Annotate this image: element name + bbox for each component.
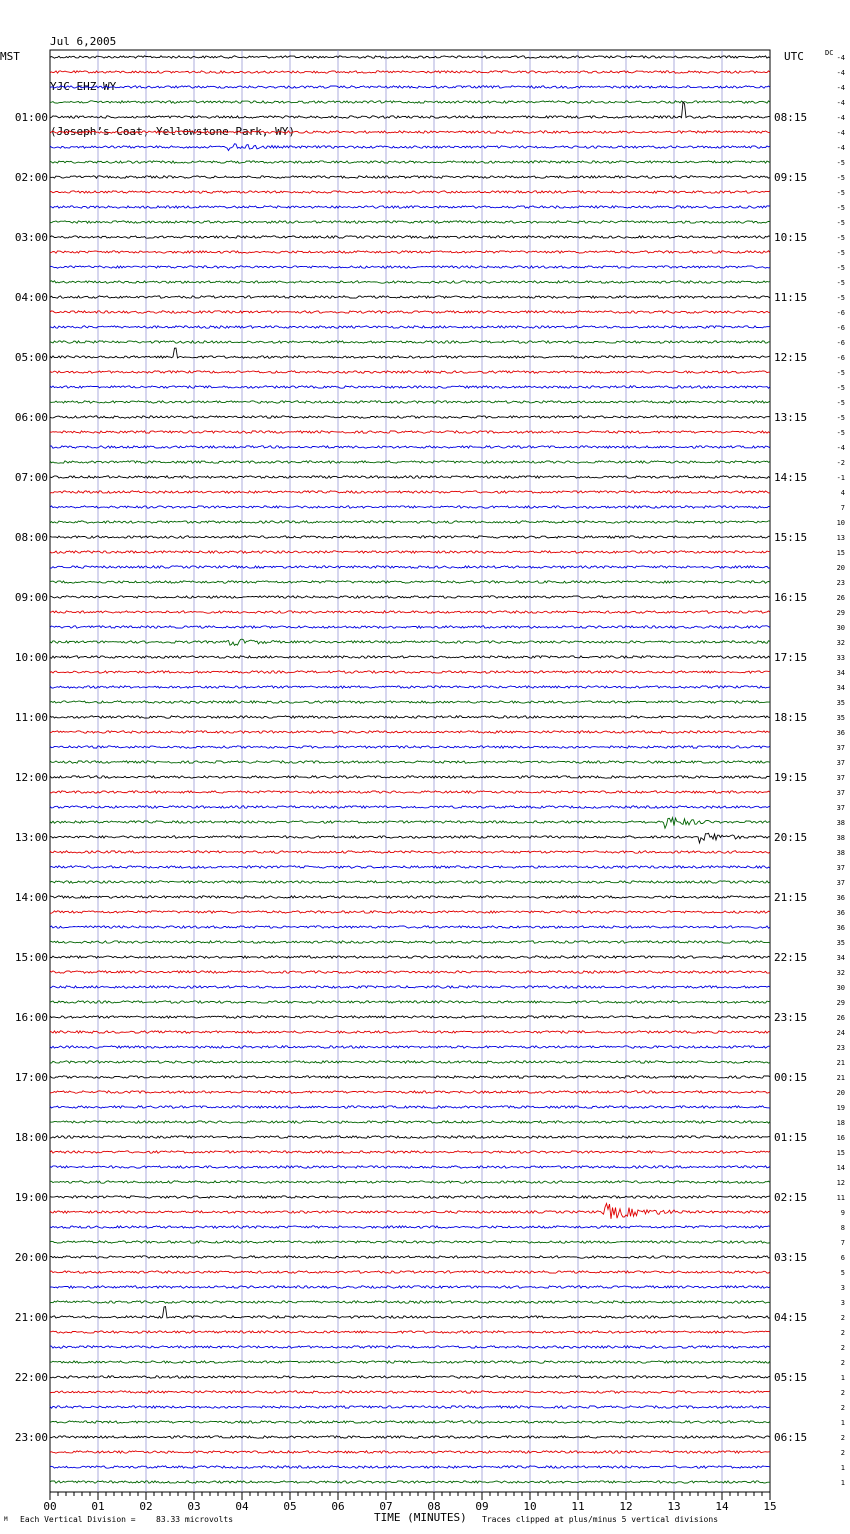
- trace-line: [50, 102, 770, 118]
- trace-line: [50, 686, 770, 688]
- trace-line: [50, 851, 770, 853]
- right-hour-label: 19:15: [774, 771, 808, 784]
- x-tick-label: 06: [331, 1500, 345, 1513]
- trace-line: [50, 446, 770, 448]
- trace-line: [50, 701, 770, 703]
- x-tick-label: 13: [667, 1500, 681, 1513]
- dc-offset-label: -5: [836, 189, 845, 197]
- left-hour-label: 17:00: [14, 1071, 48, 1084]
- dc-offset-label: 26: [836, 594, 845, 602]
- trace-line: [50, 1451, 770, 1453]
- trace-line: [50, 986, 770, 988]
- dc-offset-label: -5: [836, 234, 845, 242]
- right-timezone-label: UTC: [784, 50, 804, 63]
- trace-line: [50, 326, 770, 328]
- x-tick-label: 01: [91, 1500, 105, 1513]
- dc-offset-label: 5: [840, 1269, 845, 1277]
- left-hour-label: 04:00: [14, 291, 48, 304]
- dc-offset-label: 37: [836, 759, 845, 767]
- dc-offset-label: -4: [836, 144, 845, 152]
- trace-line: [50, 1001, 770, 1003]
- dc-offset-label: 19: [836, 1104, 845, 1112]
- dc-offset-label: 2: [840, 1404, 845, 1412]
- trace-line: [50, 941, 770, 943]
- dc-offset-label: -5: [836, 249, 845, 257]
- trace-line: [50, 1016, 770, 1018]
- dc-offset-label: -5: [836, 399, 845, 407]
- dc-offset-label: -5: [836, 159, 845, 167]
- dc-offset-label: -5: [836, 369, 845, 377]
- dc-offset-label: -4: [836, 69, 845, 77]
- dc-offset-label: -5: [836, 384, 845, 392]
- dc-offset-label: 30: [836, 984, 845, 992]
- trace-line: [50, 86, 770, 88]
- x-tick-label: 05: [283, 1500, 297, 1513]
- dc-offset-label: 37: [836, 864, 845, 872]
- left-hour-label: 05:00: [14, 351, 48, 364]
- dc-offset-label: 30: [836, 624, 845, 632]
- trace-line: [50, 251, 770, 253]
- dc-offset-label: -4: [836, 54, 845, 62]
- trace-line: [50, 656, 770, 658]
- left-hour-label: 10:00: [14, 651, 48, 664]
- trace-line: [50, 716, 770, 718]
- dc-offset-label: 12: [836, 1179, 845, 1187]
- trace-line: [50, 1406, 770, 1408]
- location-label: (Joseph’s Coat, Yellowstone Park, WY): [50, 125, 296, 138]
- dc-offset-label: -5: [836, 294, 845, 302]
- trace-line: [50, 176, 770, 178]
- trace-line: [50, 671, 770, 673]
- dc-offset-label: 35: [836, 699, 845, 707]
- dc-offset-label: 13: [836, 534, 845, 542]
- trace-line: [50, 386, 770, 388]
- dc-offset-label: 20: [836, 564, 845, 572]
- trace-line: [50, 506, 770, 508]
- dc-offset-label: -4: [836, 444, 845, 452]
- right-hour-label: 08:15: [774, 111, 808, 124]
- left-hour-label: 15:00: [14, 951, 48, 964]
- dc-offset-label: 23: [836, 579, 845, 587]
- trace-line: [50, 611, 770, 613]
- trace-line: [50, 206, 770, 208]
- dc-offset-label: 15: [836, 549, 845, 557]
- trace-line: [50, 1046, 770, 1048]
- dc-offset-label: -1: [836, 474, 845, 482]
- trace-line: [50, 371, 770, 373]
- dc-offset-label: -4: [836, 84, 845, 92]
- dc-offset-label: 11: [836, 1194, 845, 1202]
- dc-offset-label: 36: [836, 894, 845, 902]
- dc-offset-label: 2: [840, 1359, 845, 1367]
- trace-line: [50, 1226, 770, 1228]
- trace-line: [50, 416, 770, 418]
- trace-line: [50, 1301, 770, 1303]
- left-hour-label: 03:00: [14, 231, 48, 244]
- dc-offset-label: 37: [836, 789, 845, 797]
- trace-line: [50, 431, 770, 433]
- left-hour-label: 23:00: [14, 1431, 48, 1444]
- left-hour-label: 19:00: [14, 1191, 48, 1204]
- trace-line: [50, 791, 770, 793]
- left-hour-label: 02:00: [14, 171, 48, 184]
- dc-offset-label: 37: [836, 774, 845, 782]
- dc-label: DC: [825, 49, 834, 57]
- right-hour-label: 03:15: [774, 1251, 808, 1264]
- dc-offset-label: -6: [836, 309, 845, 317]
- left-hour-label: 13:00: [14, 831, 48, 844]
- left-hour-label: 20:00: [14, 1251, 48, 1264]
- trace-line: [50, 1391, 770, 1393]
- dc-offset-label: 38: [836, 819, 845, 827]
- left-hour-label: 18:00: [14, 1131, 48, 1144]
- dc-offset-label: 8: [840, 1224, 845, 1232]
- dc-offset-label: 16: [836, 1134, 845, 1142]
- dc-offset-label: 9: [840, 1209, 845, 1217]
- left-hour-label: 09:00: [14, 591, 48, 604]
- trace-line: [50, 281, 770, 283]
- right-hour-label: 06:15: [774, 1431, 808, 1444]
- trace-line: [50, 536, 770, 538]
- dc-offset-label: -5: [836, 429, 845, 437]
- dc-offset-label: 6: [840, 1254, 845, 1262]
- trace-line: [50, 1166, 770, 1168]
- trace-line: [50, 639, 770, 645]
- dc-offset-label: 14: [836, 1164, 845, 1172]
- trace-line: [50, 896, 770, 898]
- dc-offset-label: 33: [836, 654, 845, 662]
- trace-line: [50, 1091, 770, 1093]
- dc-offset-label: 2: [840, 1329, 845, 1337]
- dc-offset-label: 35: [836, 714, 845, 722]
- clip-note: Traces clipped at plus/minus 5 vertical divisions: [482, 1515, 719, 1524]
- trace-line: [50, 1241, 770, 1243]
- dc-offset-label: 26: [836, 1014, 845, 1022]
- trace-line: [50, 491, 770, 493]
- dc-offset-label: 29: [836, 609, 845, 617]
- trace-line: [50, 1151, 770, 1153]
- right-hour-label: 21:15: [774, 891, 808, 904]
- dc-offset-label: 15: [836, 1149, 845, 1157]
- trace-line: [50, 566, 770, 568]
- left-hour-label: 12:00: [14, 771, 48, 784]
- trace-line: [50, 1204, 770, 1219]
- x-tick-label: 02: [139, 1500, 153, 1513]
- trace-line: [50, 1181, 770, 1183]
- dc-offset-label: -5: [836, 279, 845, 287]
- trace-line: [50, 1136, 770, 1138]
- trace-line: [50, 1466, 770, 1468]
- left-hour-label: 22:00: [14, 1371, 48, 1384]
- dc-offset-label: -6: [836, 354, 845, 362]
- x-tick-label: 14: [715, 1500, 729, 1513]
- right-hour-label: 15:15: [774, 531, 808, 544]
- dc-offset-label: 37: [836, 804, 845, 812]
- dc-offset-label: 4: [840, 489, 845, 497]
- trace-line: [50, 881, 770, 883]
- trace-line: [50, 911, 770, 913]
- trace-line: [50, 956, 770, 958]
- trace-line: [50, 521, 770, 523]
- trace-line: [50, 1436, 770, 1438]
- trace-line: [50, 144, 770, 151]
- trace-line: [50, 341, 770, 343]
- dc-offset-label: -5: [836, 219, 845, 227]
- x-tick-label: 10: [523, 1500, 537, 1513]
- trace-line: [50, 236, 770, 238]
- dc-offset-label: 21: [836, 1074, 845, 1082]
- station-label: YJC EHZ WY: [50, 80, 117, 93]
- right-hour-label: 01:15: [774, 1131, 808, 1144]
- x-tick-label: 04: [235, 1500, 249, 1513]
- dc-offset-label: 34: [836, 669, 845, 677]
- dc-offset-label: 2: [840, 1344, 845, 1352]
- dc-offset-label: 2: [840, 1314, 845, 1322]
- x-axis-title: TIME (MINUTES): [374, 1511, 467, 1524]
- trace-line: [50, 1346, 770, 1348]
- dc-offset-label: 35: [836, 939, 845, 947]
- dc-offset-label: -6: [836, 324, 845, 332]
- right-hour-label: 09:15: [774, 171, 808, 184]
- trace-line: [50, 761, 770, 763]
- dc-offset-label: -4: [836, 114, 845, 122]
- dc-offset-label: -5: [836, 204, 845, 212]
- corner-mark: M: [4, 1516, 8, 1523]
- right-hour-label: 17:15: [774, 651, 808, 664]
- dc-offset-label: 7: [840, 1239, 845, 1247]
- trace-line: [50, 1307, 770, 1319]
- right-hour-label: 18:15: [774, 711, 808, 724]
- trace-line: [50, 833, 770, 843]
- left-hour-label: 08:00: [14, 531, 48, 544]
- trace-line: [50, 551, 770, 553]
- dc-offset-label: 36: [836, 924, 845, 932]
- dc-offset-label: 36: [836, 909, 845, 917]
- trace-line: [50, 266, 770, 268]
- trace-line: [50, 311, 770, 313]
- trace-line: [50, 971, 770, 973]
- trace-line: [50, 1271, 770, 1273]
- trace-line: [50, 161, 770, 163]
- trace-line: [50, 626, 770, 628]
- dc-offset-label: 29: [836, 999, 845, 1007]
- trace-line: [50, 1376, 770, 1378]
- trace-line: [50, 1481, 770, 1483]
- trace-line: [50, 1286, 770, 1288]
- right-hour-label: 20:15: [774, 831, 808, 844]
- trace-line: [50, 131, 770, 133]
- trace-line: [50, 581, 770, 583]
- trace-line: [50, 818, 770, 829]
- x-tick-label: 09: [475, 1500, 489, 1513]
- trace-line: [50, 476, 770, 478]
- trace-line: [50, 1196, 770, 1198]
- dc-offset-label: 24: [836, 1029, 845, 1037]
- trace-line: [50, 1421, 770, 1423]
- x-tick-label: 03: [187, 1500, 201, 1513]
- trace-line: [50, 296, 770, 298]
- trace-line: [50, 596, 770, 598]
- dc-offset-label: 18: [836, 1119, 845, 1127]
- dc-offset-label: 37: [836, 744, 845, 752]
- dc-offset-label: 2: [840, 1389, 845, 1397]
- right-hour-label: 02:15: [774, 1191, 808, 1204]
- dc-offset-label: 3: [840, 1284, 845, 1292]
- trace-line: [50, 191, 770, 193]
- left-hour-label: 14:00: [14, 891, 48, 904]
- trace-line: [50, 71, 770, 73]
- dc-offset-label: 34: [836, 954, 845, 962]
- dc-offset-label: 23: [836, 1044, 845, 1052]
- trace-line: [50, 731, 770, 733]
- dc-offset-label: -4: [836, 99, 845, 107]
- right-hour-label: 00:15: [774, 1071, 808, 1084]
- dc-offset-label: 2: [840, 1449, 845, 1457]
- right-hour-label: 13:15: [774, 411, 808, 424]
- x-tick-label: 12: [619, 1500, 633, 1513]
- dc-offset-label: 32: [836, 969, 845, 977]
- dc-offset-label: 1: [840, 1374, 845, 1382]
- trace-line: [50, 1121, 770, 1123]
- right-hour-label: 10:15: [774, 231, 808, 244]
- trace-line: [50, 461, 770, 463]
- right-hour-label: 04:15: [774, 1311, 808, 1324]
- left-hour-label: 21:00: [14, 1311, 48, 1324]
- trace-line: [50, 401, 770, 403]
- dc-offset-label: -5: [836, 174, 845, 182]
- right-hour-label: 16:15: [774, 591, 808, 604]
- left-hour-label: 06:00: [14, 411, 48, 424]
- date-label: Jul 6,2005: [50, 35, 117, 48]
- trace-line: [50, 1076, 770, 1078]
- trace-line: [50, 221, 770, 223]
- trace-line: [50, 1106, 770, 1108]
- right-hour-label: 22:15: [774, 951, 808, 964]
- trace-line: [50, 926, 770, 928]
- left-timezone-label: MST: [0, 50, 20, 63]
- scale-value: 83.33 microvolts: [156, 1515, 234, 1524]
- dc-offset-label: -5: [836, 414, 845, 422]
- dc-offset-label: -6: [836, 339, 845, 347]
- x-tick-label: 11: [571, 1500, 585, 1513]
- trace-line: [50, 1361, 770, 1363]
- right-hour-label: 23:15: [774, 1011, 808, 1024]
- dc-offset-label: -5: [836, 264, 845, 272]
- dc-offset-label: 32: [836, 639, 845, 647]
- dc-offset-label: 7: [840, 504, 845, 512]
- scale-note-prefix: Each Vertical Division =: [20, 1515, 136, 1524]
- dc-offset-label: 36: [836, 729, 845, 737]
- trace-line: [50, 746, 770, 748]
- dc-offset-label: 1: [840, 1464, 845, 1472]
- trace-line: [50, 101, 770, 103]
- dc-offset-label: 34: [836, 684, 845, 692]
- x-tick-label: 08: [427, 1500, 441, 1513]
- dc-offset-label: 1: [840, 1479, 845, 1487]
- right-hour-label: 14:15: [774, 471, 808, 484]
- dc-offset-label: 21: [836, 1059, 845, 1067]
- left-hour-label: 16:00: [14, 1011, 48, 1024]
- dc-offset-label: 38: [836, 834, 845, 842]
- dc-offset-label: 20: [836, 1089, 845, 1097]
- left-hour-label: 07:00: [14, 471, 48, 484]
- trace-line: [50, 866, 770, 868]
- dc-offset-label: 3: [840, 1299, 845, 1307]
- dc-offset-label: -2: [836, 459, 845, 467]
- trace-line: [50, 1331, 770, 1333]
- dc-offset-label: 10: [836, 519, 845, 527]
- right-hour-label: 11:15: [774, 291, 808, 304]
- dc-offset-label: 1: [840, 1419, 845, 1427]
- trace-line: [50, 56, 770, 58]
- trace-line: [50, 776, 770, 778]
- dc-offset-label: 38: [836, 849, 845, 857]
- x-tick-label: 15: [763, 1500, 777, 1513]
- trace-line: [50, 806, 770, 808]
- trace-line: [50, 1061, 770, 1063]
- left-hour-label: 11:00: [14, 711, 48, 724]
- dc-offset-label: 2: [840, 1434, 845, 1442]
- x-tick-label: 07: [379, 1500, 393, 1513]
- x-tick-label: 00: [43, 1500, 57, 1513]
- trace-line: [50, 1256, 770, 1258]
- dc-offset-label: 37: [836, 879, 845, 887]
- right-hour-label: 05:15: [774, 1371, 808, 1384]
- trace-line: [50, 1031, 770, 1033]
- right-hour-label: 12:15: [774, 351, 808, 364]
- trace-line: [50, 348, 770, 358]
- left-hour-label: 01:00: [14, 111, 48, 124]
- dc-offset-label: -4: [836, 129, 845, 137]
